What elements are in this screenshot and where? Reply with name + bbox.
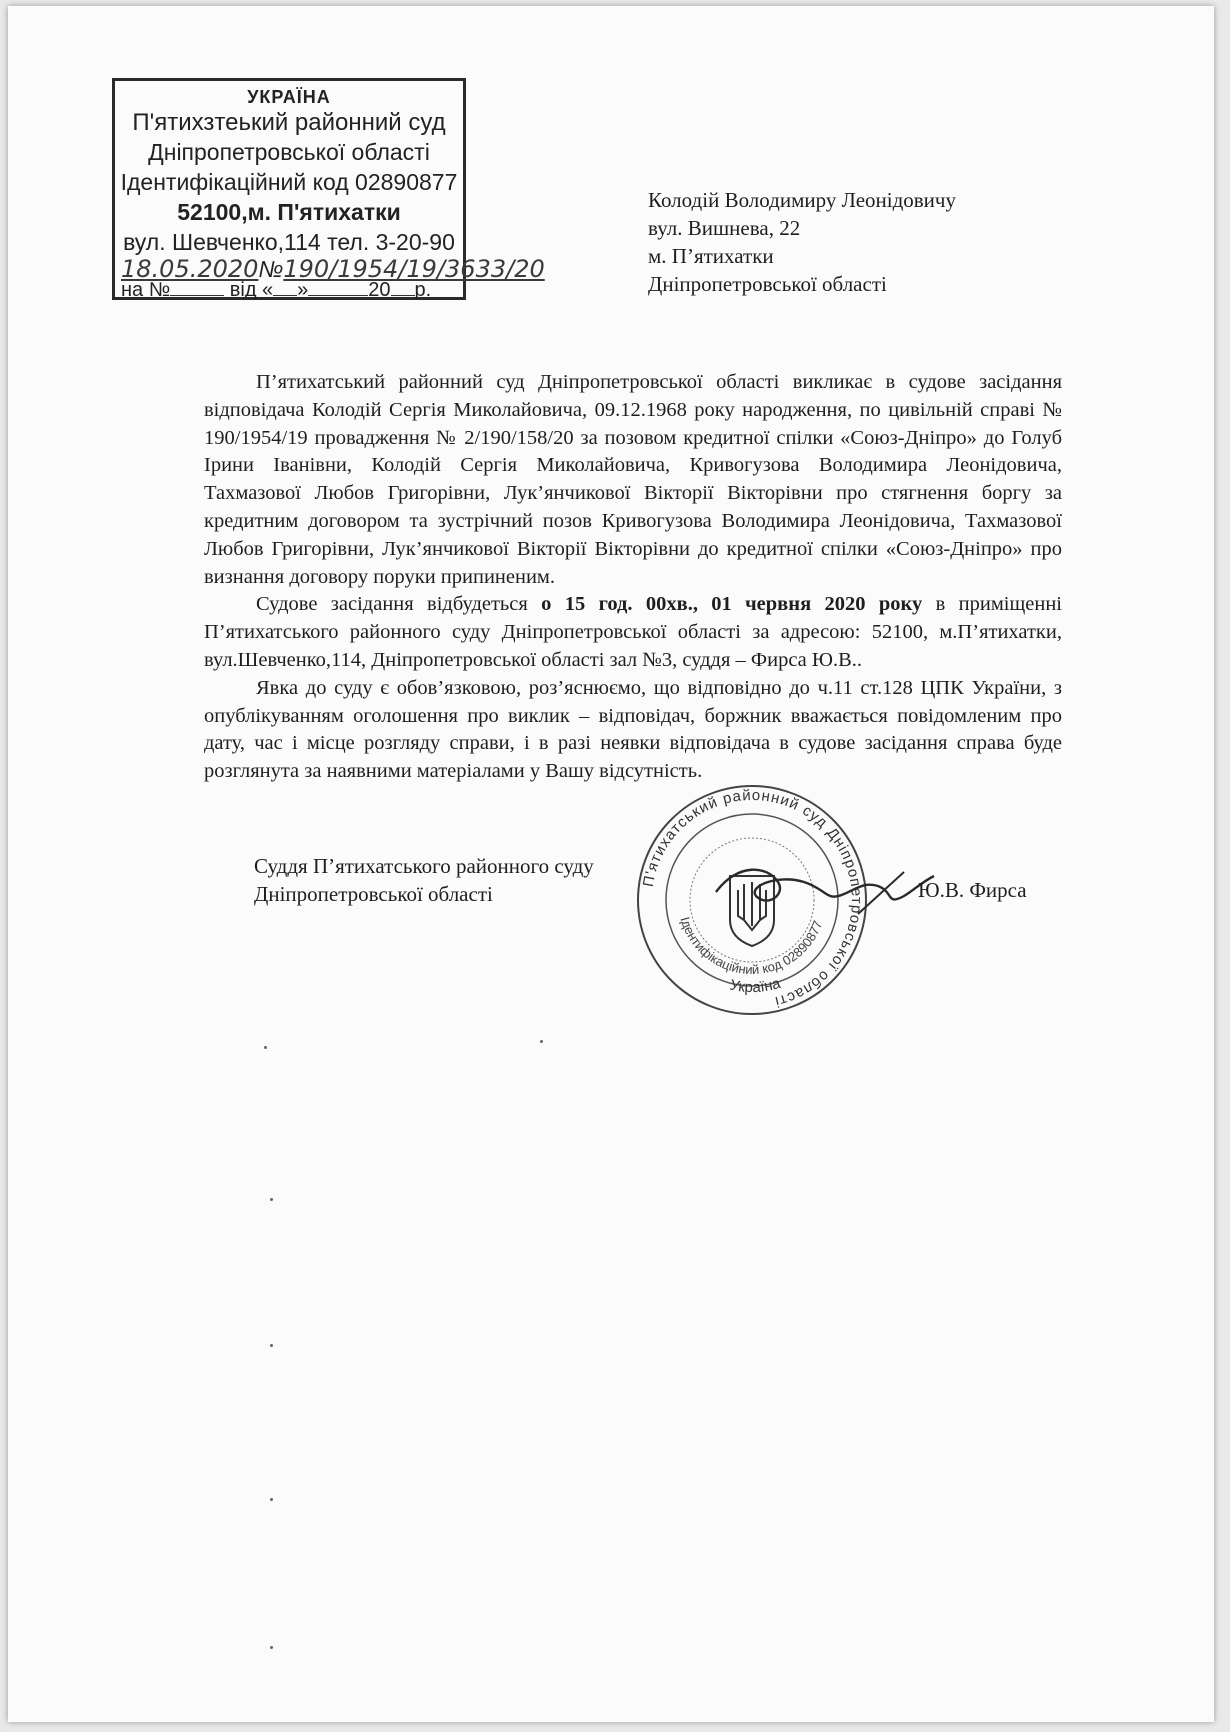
stamp-street: вул. Шевченко,114 тел. 3-20-90 xyxy=(123,229,455,255)
number-label: № xyxy=(258,256,284,282)
stamp-city: 52100,м. П'ятихатки xyxy=(177,199,401,225)
body-paragraph-3: Явка до суду є обов’язковою, роз’яснюємо, що відповідно до ч.11 ст.128 ЦПК України, з опублікуванням оголошення про виклик – відповідач, боржник вважається повідомленим про дату, час і місце розгляду справи, і в разі неявки відповідача в судове засідання справа буде розглянута за наявними матеріалами у Вашу відсутність. xyxy=(204,676,1062,783)
seal-outer-text: П'ятихатський районний суд Дніпропетровської області xyxy=(639,786,866,1011)
reply-label: на № xyxy=(121,279,171,301)
stamp-id-code: Ідентифікаційний код 02890877 xyxy=(120,169,458,195)
scan-speck xyxy=(270,1344,273,1347)
handwritten-case-number: 190/1954/19/3633/20 xyxy=(283,255,545,283)
scan-speck xyxy=(540,1040,543,1043)
addressee-block xyxy=(648,186,956,298)
reply-year: 20 xyxy=(368,279,391,301)
judge-position xyxy=(254,852,594,908)
body-paragraph-1: П’ятихатський районний суд Дніпропетровської області викликає в судове засідання відповідача Колодій Сергія Миколайовича, 09.12.1968 року народження, по цивільній справі № 190/1954/19 провадження № 2/190/158/20 за позовом кредитної спілки «Союз-Дніпро» до Голуб Ірини Іванівни, Колодій Сергія Миколайовича, Кривогузова Володимира Леонідовича, Тахмазової Любов Григорівни, Лук’янчикової Вікторії Вікторівни про стягнення боргу за кредитним договором та зустрічний позов Кривогузова Володимира Леонідовича, Тахмазової Любов Григорівни, Лук’янчикової Вікторії Вікторівни до кредитної спілки «Союз-Дніпро» про визнання договору поруки припиненим. xyxy=(204,371,1062,588)
handwritten-date: 18.05.2020 xyxy=(121,255,259,283)
court-corner-stamp xyxy=(112,78,545,301)
stamp-court-name: П'ятихзтеький районний суд xyxy=(132,109,446,136)
hearing-datetime: о 15 год. 00хв., 01 червня 2020 року xyxy=(541,593,923,616)
addressee-street: вул. Вишнева, 22 xyxy=(648,216,801,240)
reply-close-quote: » xyxy=(297,279,309,301)
summons-body xyxy=(204,369,1062,786)
addressee-name: Колодій Володимиру Леонідовичу xyxy=(648,188,956,212)
document-page xyxy=(8,6,1214,1722)
stamp-reply-line xyxy=(121,279,431,302)
seal-bottom-text: Україна xyxy=(728,974,783,997)
scan-speck xyxy=(264,1046,267,1049)
scan-speck xyxy=(270,1646,273,1649)
addressee-city: м. П’ятихатки xyxy=(648,244,774,268)
scan-speck xyxy=(270,1198,273,1201)
seal-id-text: Ідентифікаційний код 02890877 xyxy=(677,915,826,978)
judge-signature xyxy=(708,852,938,932)
judge-position-line-1: Суддя П’ятихатського районного суду xyxy=(254,854,594,878)
scan-speck xyxy=(270,1498,273,1501)
addressee-region: Дніпропетровської області xyxy=(648,272,887,296)
stamp-region: Дніпропетровської області xyxy=(148,139,430,165)
judge-name: Ю.В. Фирса xyxy=(918,878,1027,902)
reply-from-label: від « xyxy=(229,279,274,301)
judge-position-line-2: Дніпропетровської області xyxy=(254,882,493,906)
body-paragraph-2: Судове засідання відбудеться о 15 год. 00хв., 01 червня 2020 року в приміщенні П’ятихатського районного суду Дніпропетровської області за адресою: 52100, м.П’ятихатки, вул.Шевченко,114, Дніпропетровської області зал №3, суддя – Фирса Ю.В.. xyxy=(204,593,1063,671)
stamp-country: УКРАЇНА xyxy=(247,87,331,107)
svg-text:Україна xyxy=(728,975,783,996)
reply-suffix: р. xyxy=(414,279,432,301)
